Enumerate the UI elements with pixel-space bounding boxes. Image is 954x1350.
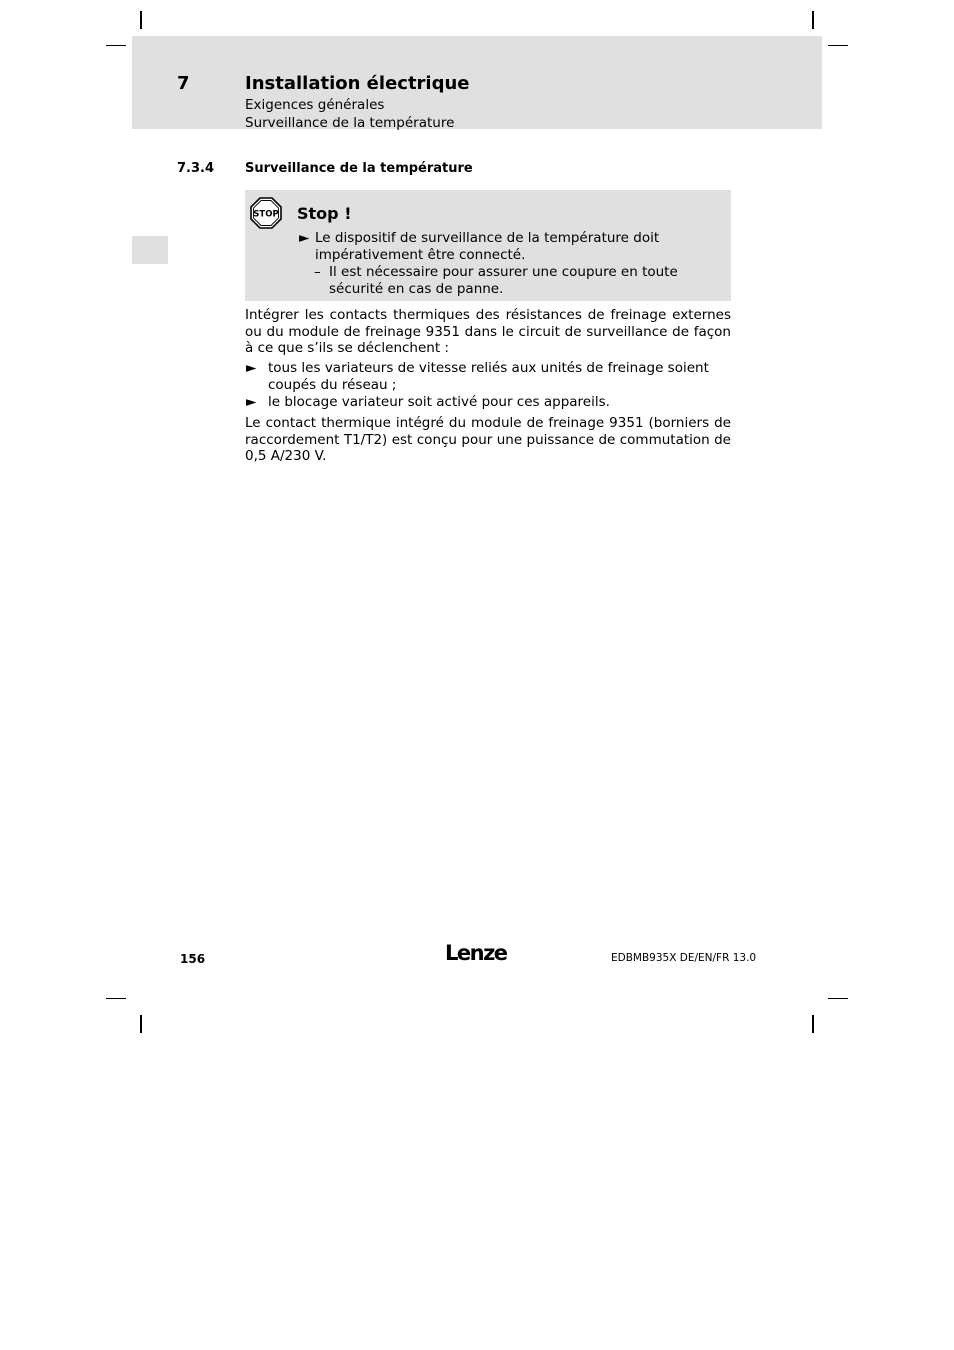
crop-mark-bottom-left-v	[140, 1015, 142, 1033]
chapter-subtitle-2: Surveillance de la température	[245, 115, 455, 131]
chapter-header-band	[132, 36, 822, 129]
stop-bullet-text: Le dispositif de surveillance de la température doit impérativement être connecté.	[315, 230, 660, 263]
body-bullet-marker-2: ►	[246, 394, 257, 410]
crop-mark-bottom-right-v	[812, 1015, 814, 1033]
crop-mark-top-left-v	[140, 11, 142, 29]
body-bullet-2: le blocage variateur soit activé pour ces appareils.	[268, 394, 610, 410]
lenze-logo: Lenze	[445, 941, 507, 965]
crop-mark-top-right-h	[828, 45, 848, 46]
crop-mark-bottom-right-h	[828, 998, 848, 999]
stop-dash-marker: –	[314, 264, 321, 280]
stop-icon-label: STOP	[253, 209, 279, 220]
stop-bullet-marker: ►	[299, 230, 310, 246]
crop-mark-top-left-h	[106, 45, 126, 46]
section-number: 7.3.4	[177, 161, 215, 176]
document-id: EDBMB935X DE/EN/FR 13.0	[611, 952, 757, 964]
body-bullet-1: tous les variateurs de vitesse reliés aux unités de freinage soient coupés du réseau ;	[268, 360, 709, 393]
stop-sign-icon	[250, 197, 282, 229]
chapter-number: 7	[177, 73, 190, 94]
body-paragraph-1: Intégrer les contacts thermiques des résistances de freinage externes ou du module de freinage 9351 dans le circuit de surveillance de façon à ce que s’ils se déclenchent :	[245, 307, 731, 356]
body-paragraph-2: Le contact thermique intégré du module de freinage 9351 (borniers de raccordement T1/T2) est conçu pour une puissance de commutation de 0,5 A/230 V.	[245, 415, 731, 464]
crop-mark-bottom-left-h	[106, 998, 126, 999]
crop-mark-top-right-v	[812, 11, 814, 29]
chapter-subtitle-1: Exigences générales	[245, 97, 385, 113]
chapter-title: Installation électrique	[245, 73, 470, 94]
body-bullet-marker-1: ►	[246, 360, 257, 376]
stop-dash-text: Il est nécessaire pour assurer une coupure en toute sécurité en cas de panne.	[329, 264, 678, 297]
page-number: 156	[180, 952, 206, 966]
section-title: Surveillance de la température	[245, 161, 473, 176]
side-tab-marker	[132, 236, 168, 264]
stop-title: Stop !	[297, 204, 352, 223]
